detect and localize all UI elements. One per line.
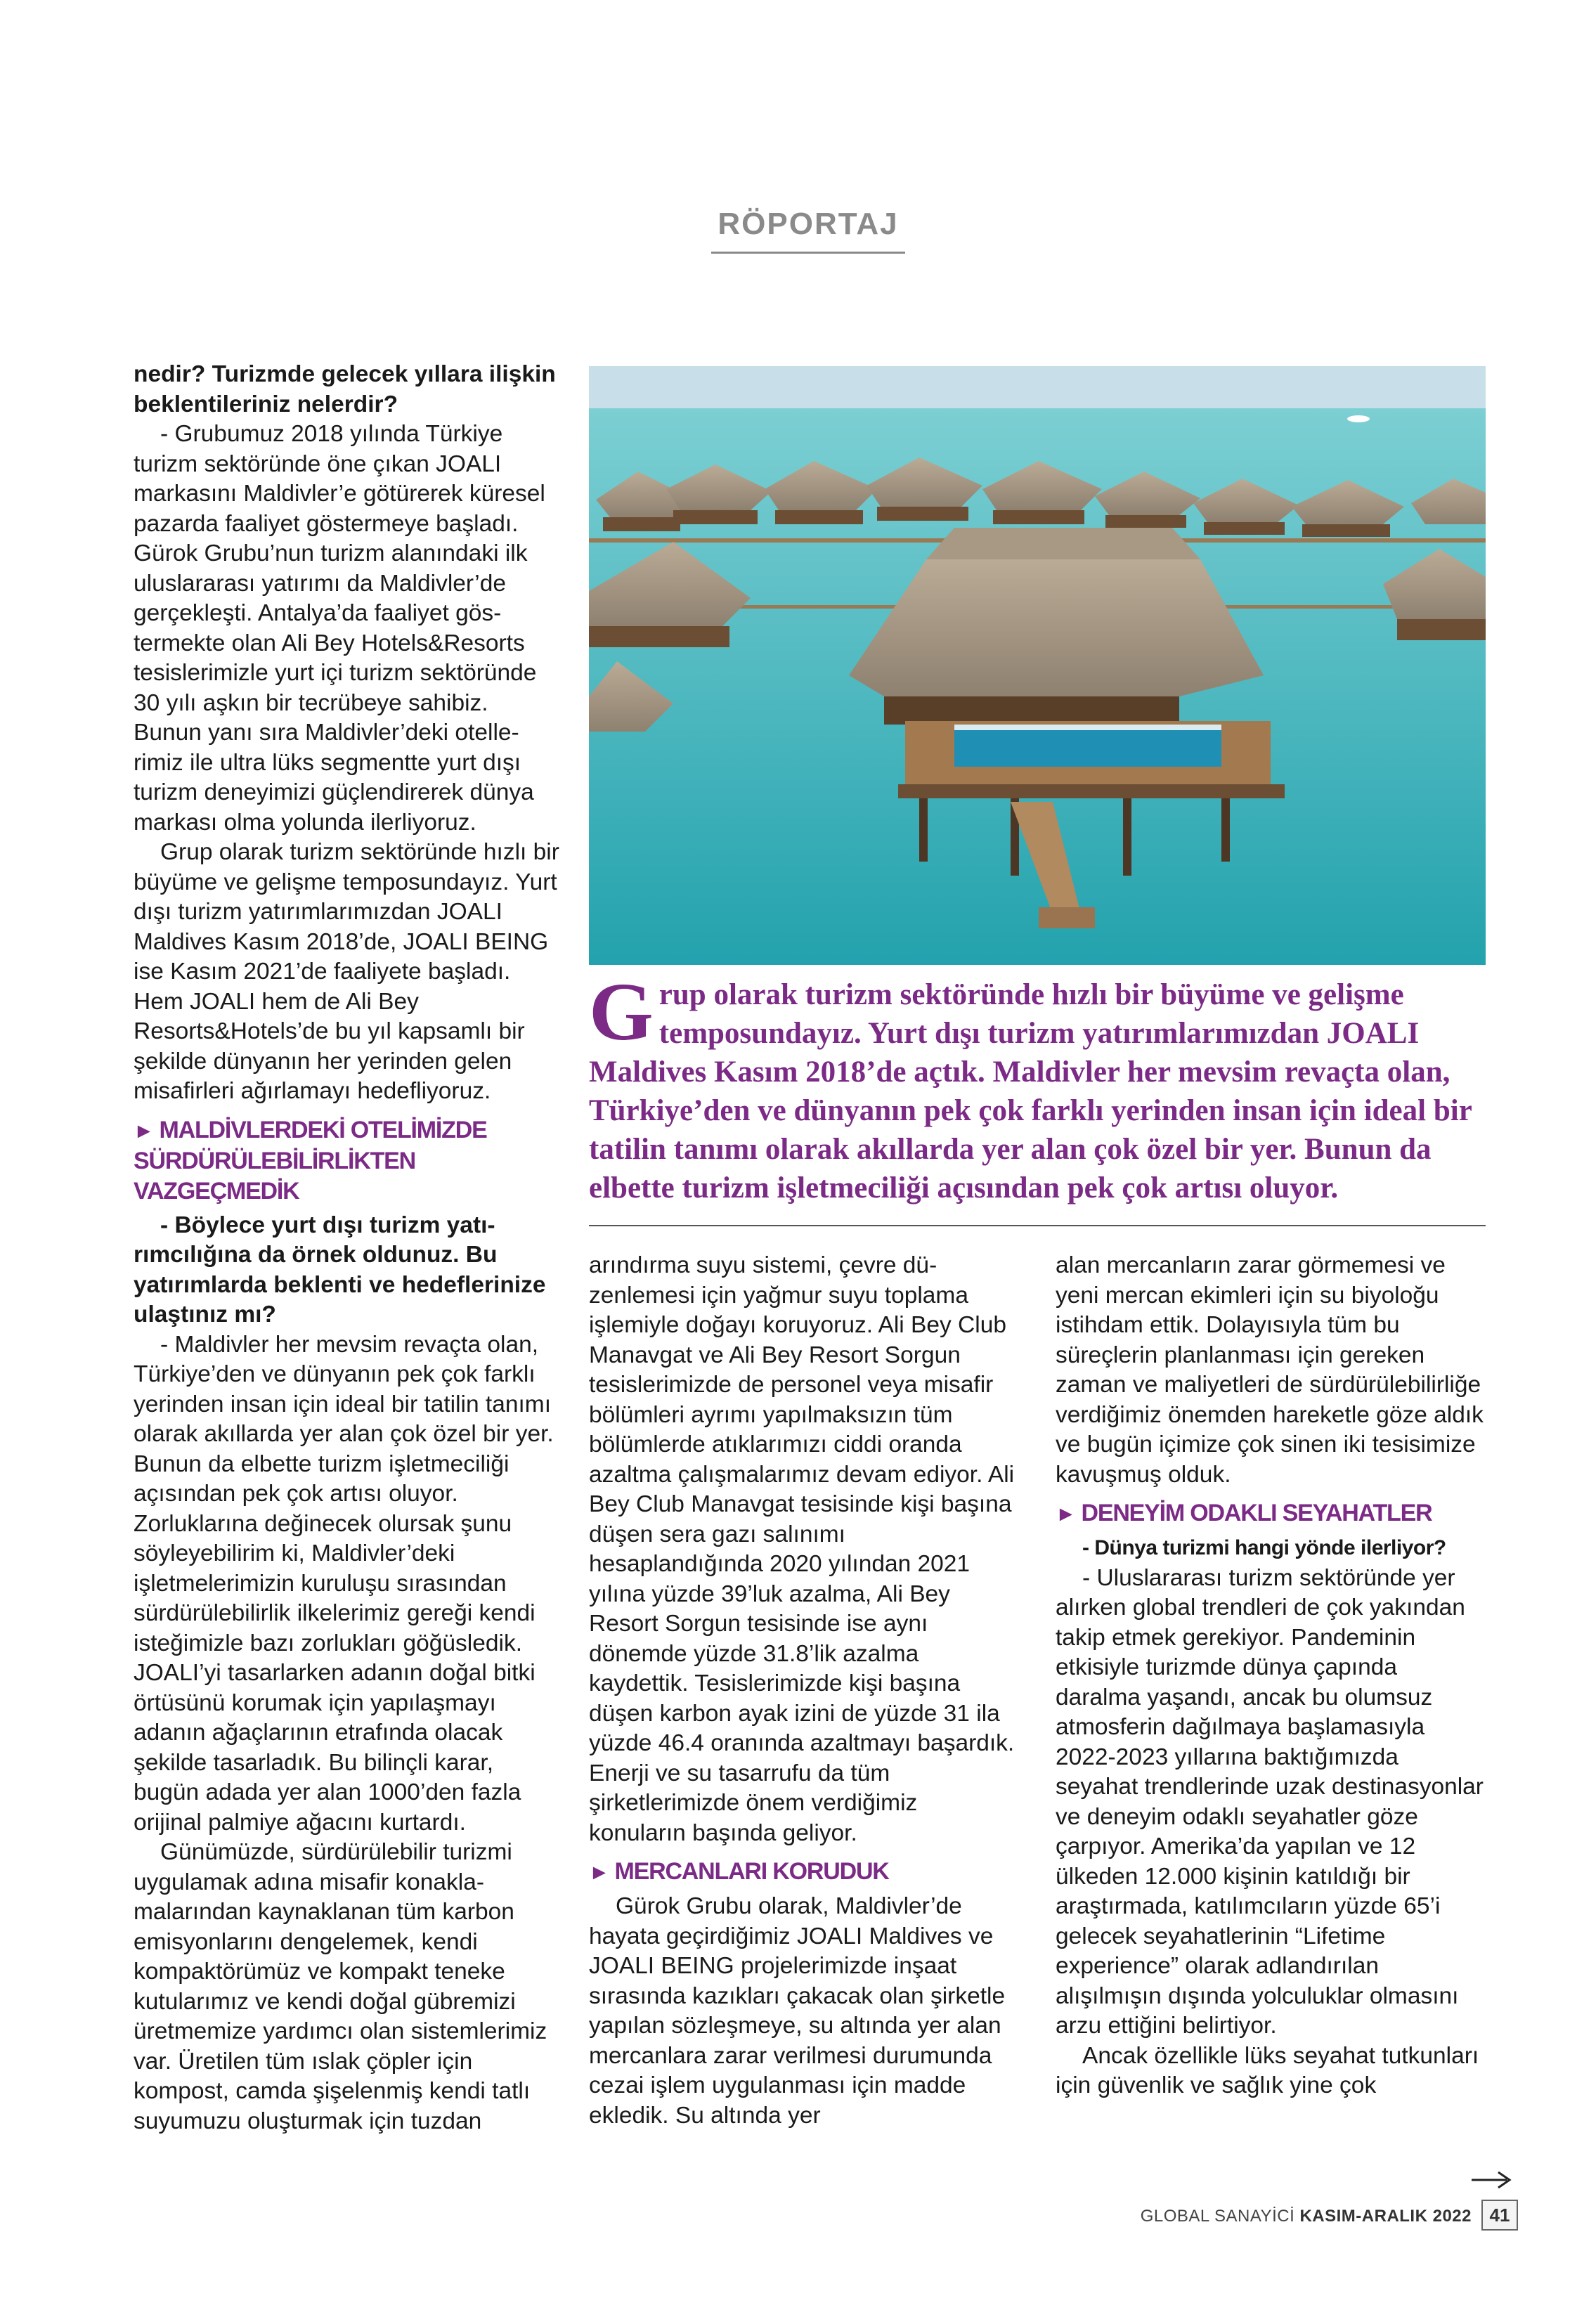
publication-name: GLOBAL SANAYİCİ	[1140, 2207, 1295, 2226]
paragraph: Ancak özellikle lüks seyahat tutkunları için güvenlik ve sağlık yine çok	[1056, 2042, 1479, 2098]
page-footer	[1110, 2200, 1518, 2231]
paragraph: Grup olarak turizm sektöründe hızlı bir büyüme ve gelişme temposundayız. Yurt dışı turizm yatırımlarımızdan JOALI Maldives Kasım 2018’de, JOALI BEING ise Kasım 2021’de faaliyete başladı. Hem JOALI hem de Ali Bey Resorts&Hotels’de bu yıl kapsamlı bir şekilde dünyanın her yerinden gelen misafirleri ağırlamayı hedefliyoruz.	[134, 839, 559, 1104]
paragraph: - Grubumuz 2018 yılında Türkiye turizm sektöründe öne çıkan JOALI markasını Maldivler’e götürerek küresel pazarda faaliyet göstermeye başladı. Gürok Grubu’nun turizm alanındaki ilk uluslararası yatırımı da Maldivler’de gerçekleşti. Antalya’da faaliyet göstermekte olan Ali Bey Hotels&Resorts tesislerimizle yurt içi turizm sektöründe 30 yılı aşkın bir tecrübeye sahibiz. Bunun yanı sıra Maldivler’deki otellerimiz ile ultra lüks segmentte yurt dışı turizm deneyimizi güçlendirerek dünya markası olma yolunda ilerliyoruz.	[134, 421, 545, 836]
pull-quote-text: rup olarak turizm sektöründe hızlı bir büyüme ve gelişme temposundayız. Yurt dışı turizm yatırımlarımızdan JOALI Maldives Kasım 2018’de açtık. Maldivler her mevsim revaçta olan, Türkiye’den ve dünyanın pek çok farklı yerinden insan için ideal bir tatilin tanımı olarak akıllarda yer alan çok özel bir yer. Bunun da elbette turizm işletmeciliği açısından pek çok artısı oluyor.	[589, 978, 1472, 1205]
triangle-right-icon: ►	[589, 1861, 609, 1884]
subheading-corals	[589, 1857, 1018, 1888]
paragraph: - Uluslararası turizm sektöründe yer alırken global trendleri de çok yakından takip etmek gerekiyor. Pandeminin etkisiyle turizmde dünya çapında daralma yaşandı, ancak bu olumsuz atmosferin dağılmaya başlamasıyla 2022-2023 yıllarına baktığımızda seyahat trendlerinde uzak destinasyonlar ve deneyim odaklı seyahatler göze çarpıyor. Amerika’da yapılan ve 12 ülkeden 12.000 kişinin katıldığı bir araştırmada, katılımcıların yüzde 65’i gelecek seyahatlerinin “Lifetime experience” olarak adlandırılan alışılmışın dışında yolculuklar olmasını arzu ettiğini belirtiyor.	[1056, 1564, 1484, 2039]
paragraph: - Maldivler her mevsim revaçta olan, Türkiye’den ve dünyanın pek çok farklı yerinden insan için ideal bir tatilin tanımı olarak akıllarda yer alan çok özel bir yer. Bunun da elbette turizm işletmeciliği açısından pek çok artısı oluyor. Zorluklarına değinecek olursak şunu söyleyebilirim ki, Maldivler’deki işletmelerimizin kuruluşu sırasından sürdürülebilirlik ilkelerimiz gereği kendi isteğimizle bazı zorlukları göğüsledik. JOALI’yi tasarlarken adanın doğal bitki örtüsünü korumak için yapılaşmayı adanın ağaçlarının etrafında olacak şekilde tasarladık. Bu bilinçli karar, bugün adada yer alan 1000’den fazla orijinal palmiye ağacını kurtardı.	[134, 1331, 554, 1836]
pull-quote	[589, 966, 1486, 1207]
drop-cap: G	[589, 966, 654, 1058]
column-2	[589, 1251, 1018, 2131]
publication-info	[1141, 2207, 1472, 2226]
resort-photo	[589, 366, 1486, 965]
subheading-label: DENEYİM ODAKLI SEYAHATLER	[1081, 1500, 1432, 1526]
subheading-experience	[1056, 1498, 1486, 1529]
subheading-line: ► MALDİVLERDEKİ OTELİMİZDE	[134, 1115, 561, 1146]
subheading-label: MERCANLARI KORUDUK	[614, 1858, 889, 1885]
triangle-right-icon: ►	[1056, 1502, 1076, 1526]
question-1-tail: nedir? Turizmde gelecek yıllara ilişkin beklentileriniz nelerdir?	[134, 361, 556, 417]
overwater-villas-illustration	[589, 366, 1486, 965]
subheading-line: SÜRDÜRÜLEBİLİRLİKTEN VAZGEÇMEDİK	[134, 1147, 415, 1205]
page-number: 41	[1481, 2200, 1518, 2231]
paragraph: arındırma suyu sistemi, çevre düzenlemesi için yağmur suyu toplama işlemiyle doğayı koruyoruz. Ali Bey Club Manavgat ve Ali Bey Resort Sorgun tesislerimizde de personel veya misafir bölümleri ayrımı yapılmaksızın tüm bölümlerde atıklarımızı ciddi oranda azaltma çalışmalarımız devam ediyor. Ali Bey Club Manavgat tesisinde kişi başına düşen sera gazı salınımı hesaplandığında 2020 yılından 2021 yılına yüzde 39’luk azalma, Ali Bey Resort Sorgun tesisinde ise aynı dönemde yüzde 31.8’lik azalma kaydettik. Tesislerimizde kişi başına düşen karbon ayak izini de yüzde 31 ila yüzde 46.4 oranında azaltmayı başardık. Enerji ve su tasarrufu da tüm şirketlerimizde önem verdiğimiz konuların başında geliyor.	[589, 1252, 1015, 1846]
issue-label: KASIM-ARALIK 2022	[1299, 2207, 1472, 2226]
pull-quote-rule	[589, 1225, 1486, 1226]
paragraph: alan mercanların zarar görmemesi ve yeni mercan ekimleri için su biyoloğu istihdam ettik. Dolayısıyla tüm bu süreçlerin planlanması için gereken zaman ve maliyetleri de sürdürülebilirliğe verdiğimiz önemden hareketle göze aldık ve bugün içimize çok sinen iki tesisimize kavuşmuş olduk.	[1056, 1252, 1484, 1488]
paragraph: Gürok Grubu olarak, Maldivler’de hayata geçirdiğimiz JOALI Maldives ve JOALI BEING projelerimizde inşaat sırasında kazıkları çakacak olan şirketle yapılan sözleşmeye, su altında yer alan mercanlara zarar verilmesi durumunda cezai işlem uygulanması için madde ekledik. Su altında yer	[589, 1893, 1006, 2129]
section-title: RÖPORTAJ	[718, 207, 899, 241]
triangle-right-icon: ►	[134, 1119, 154, 1143]
column-3	[1056, 1251, 1486, 2101]
arrow-right-icon	[1470, 2169, 1512, 2190]
subheading-sustainability	[134, 1115, 561, 1207]
question-3: - Dünya turizmi hangi yönde ilerliyor?	[1082, 1536, 1446, 1559]
paragraph: Günümüzde, sürdürülebilir turizmi uygulamak adına misafir konaklamalarından kaynaklanan tüm karbon emisyonlarını dengelemek, kendi kompaktörümüz ve kompakt teneke kutularımız ve kendi doğal gübremizi üretmemize yardımcı olan sistemlerimiz var. Üretilen tüm ıslak çöpler için kompost, camda şişelenmiş kendi tatlı suyumuzu oluşturmak için tuzdan	[134, 1839, 547, 2134]
section-underline	[711, 252, 905, 254]
column-1	[134, 360, 561, 2136]
question-2: - Böylece yurt dışı turizm yatırımcılığına da örnek oldunuz. Bu yatırımlarda beklenti ve hedeflerinize ulaştınız mı?	[134, 1212, 546, 1327]
